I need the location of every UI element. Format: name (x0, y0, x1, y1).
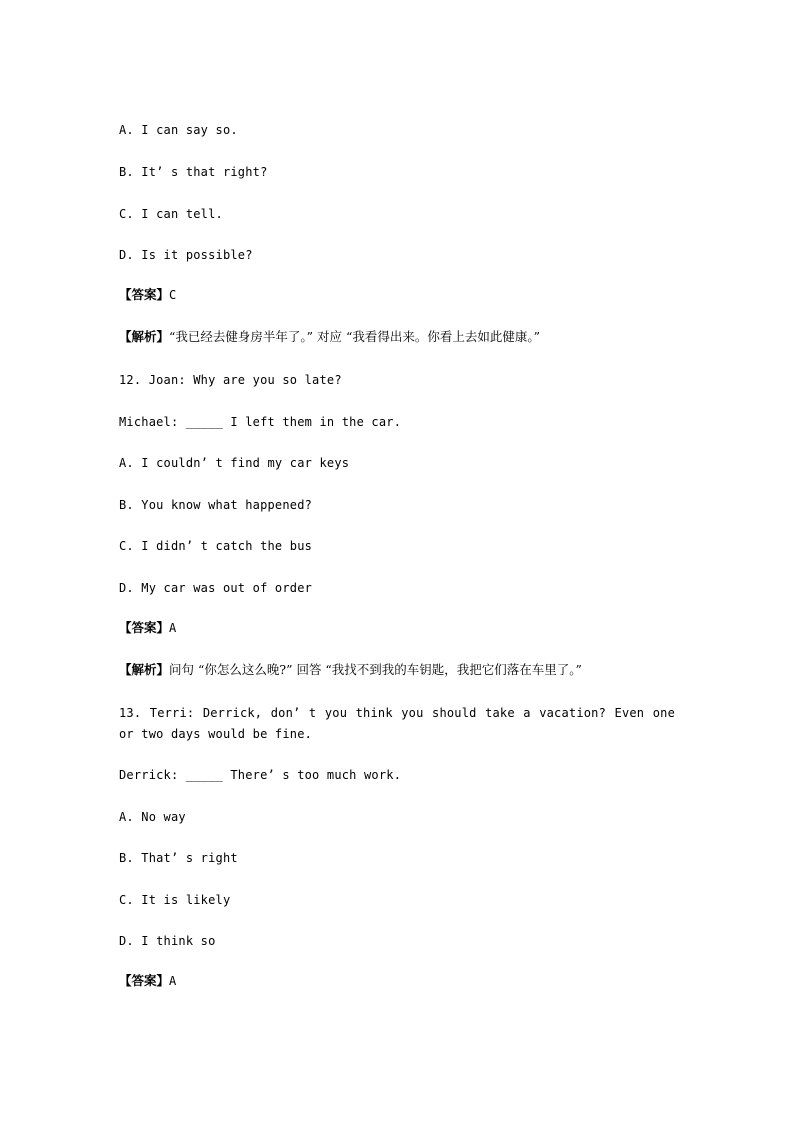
analysis-line (119, 660, 675, 680)
answer-label: 【答案】 (119, 287, 170, 302)
option-b: B. That’ s right (119, 851, 238, 865)
analysis-label: 【解析】 (119, 662, 170, 677)
answer-line (119, 285, 675, 305)
option-a: A. No way (119, 810, 186, 824)
answer-line (119, 618, 675, 638)
option-c: C. I didn’ t catch the bus (119, 539, 313, 553)
answer-line (119, 971, 675, 991)
analysis-label: 【解析】 (119, 329, 170, 344)
option-b: B. You know what happened? (119, 498, 313, 512)
answer-value: A (169, 621, 177, 635)
option-a: A. I couldn’ t find my car keys (119, 456, 350, 470)
analysis-text: 问句 “你怎么这么晚?” 回答 “我找不到我的车钥匙，我把它们落在车里了。” (169, 662, 582, 677)
question-13-response: Derrick: _____ There’ s too much work. (119, 768, 402, 782)
question-13: 13. Terri: Derrick, don’ t you think you should take a vacation? Even one or two days would be fine. (119, 706, 675, 741)
answer-label: 【答案】 (119, 973, 170, 988)
question-12: 12. Joan: Why are you so late? (119, 373, 342, 387)
option-c: C. I can tell. (119, 207, 223, 221)
option-d: D. Is it possible? (119, 248, 253, 262)
option-d: D. My car was out of order (119, 581, 313, 595)
option-a: A. I can say so. (119, 123, 238, 137)
option-d: D. I think so (119, 934, 216, 948)
answer-value: C (169, 288, 177, 302)
analysis-text: “我已经去健身房半年了。” 对应 “我看得出来。你看上去如此健康。” (169, 329, 541, 344)
option-b: B. It’ s that right? (119, 165, 268, 179)
question-12-response: Michael: _____ I left them in the car. (119, 415, 402, 429)
answer-value: A (169, 974, 177, 988)
answer-label: 【答案】 (119, 620, 170, 635)
option-c: C. It is likely (119, 893, 231, 907)
analysis-line (119, 327, 675, 347)
